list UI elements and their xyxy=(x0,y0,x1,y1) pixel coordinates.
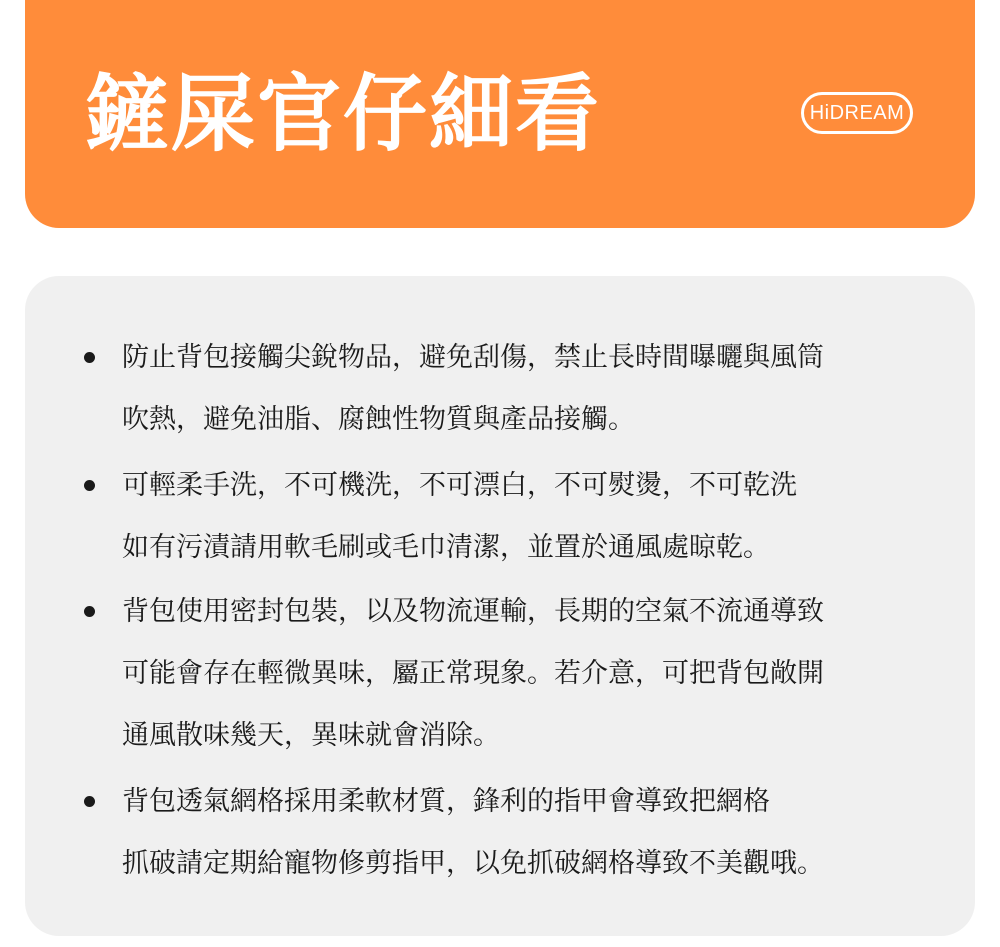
list-item-line: 背包使用密封包裝，以及物流運輸，長期的空氣不流通導致 xyxy=(122,596,824,627)
header-banner xyxy=(25,0,975,228)
bullet-dot-icon xyxy=(84,480,95,491)
list-item-line: 通風散味幾天，異味就會消除。 xyxy=(122,720,500,751)
brand-logo xyxy=(801,92,913,134)
brand-logo-text: HiDREAM xyxy=(809,101,905,124)
care-instructions-list xyxy=(25,276,975,936)
bullet-dot-icon xyxy=(84,606,95,617)
bullet-dot-icon xyxy=(84,796,95,807)
care-instructions-card xyxy=(25,276,975,936)
list-item-line: 背包透氣網格採用柔軟材質，鋒利的指甲會導致把網格 xyxy=(122,786,770,817)
list-item-line: 抓破請定期給寵物修剪指甲，以免抓破網格導致不美觀哦。 xyxy=(122,848,824,879)
list-item-line: 防止背包接觸尖銳物品，避免刮傷，禁止長時間曝曬與風筒 xyxy=(122,342,824,373)
page-title: 鏟屎官仔細看 xyxy=(85,65,602,163)
list-item-line: 吹熱，避免油脂、腐蝕性物質與產品接觸。 xyxy=(122,404,635,435)
bullet-dot-icon xyxy=(84,352,95,363)
list-item-line: 可能會存在輕微異味，屬正常現象。若介意，可把背包敞開 xyxy=(122,658,824,689)
list-item-line: 可輕柔手洗，不可機洗，不可漂白，不可熨燙，不可乾洗 xyxy=(122,470,797,501)
list-item-line: 如有污漬請用軟毛刷或毛巾清潔，並置於通風處晾乾。 xyxy=(122,532,770,563)
